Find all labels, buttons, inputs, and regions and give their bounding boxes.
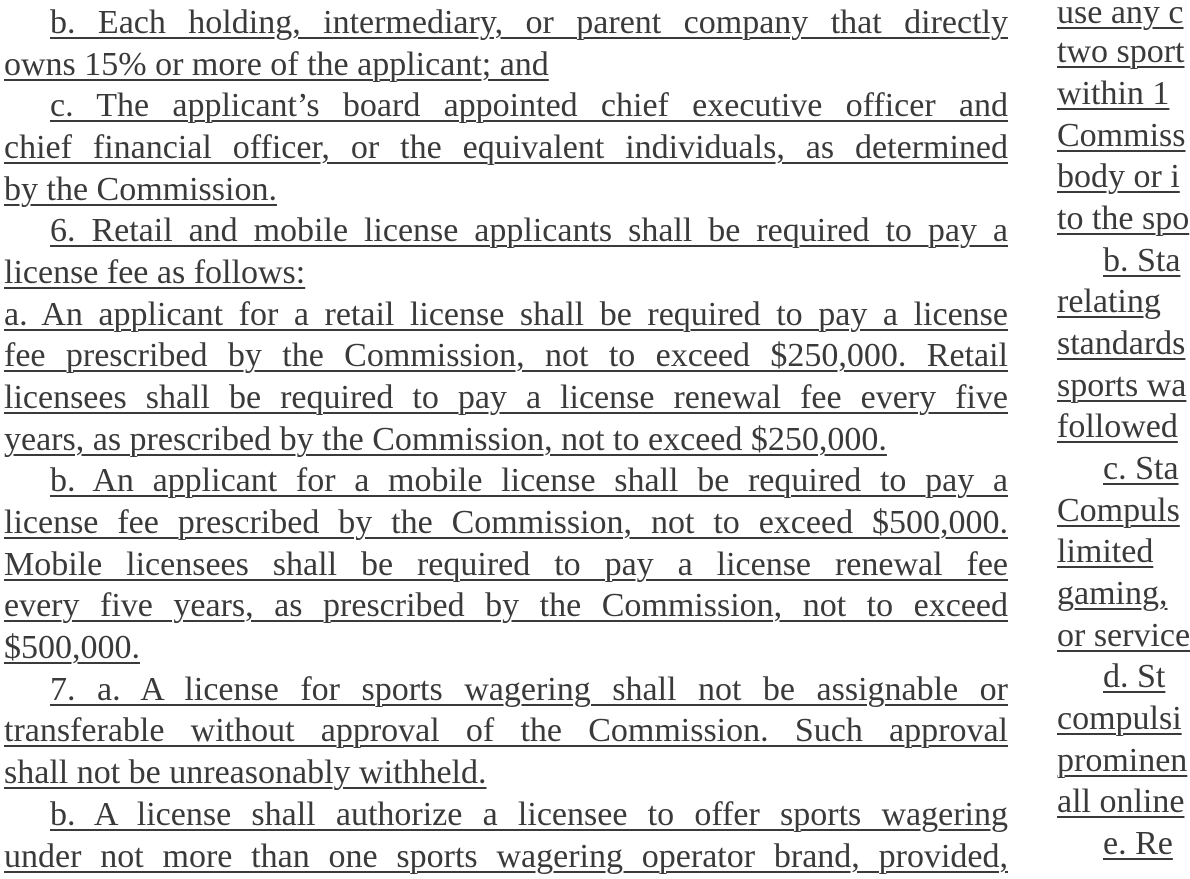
text-line: Compuls <box>1057 492 1180 529</box>
text-line: chief financial officer, or the equivalent individuals, as determined <box>4 129 1008 166</box>
text-line: license fee as follows: <box>4 254 306 291</box>
text-line: b. A license shall authorize a licensee to offer sports wagering <box>50 796 1008 833</box>
text-line: e. Re <box>1103 825 1173 862</box>
text-line: relating <box>1057 283 1161 320</box>
text-line: two sport <box>1057 33 1185 70</box>
text-line: by the Commission. <box>4 171 277 208</box>
text-line: licensees shall be required to pay a license renewal fee every five <box>4 379 1008 416</box>
text-line: Mobile licensees shall be required to pay a license renewal fee <box>4 546 1008 583</box>
text-line: fee prescribed by the Commission, not to exceed $250,000. Retail <box>4 337 1008 374</box>
text-line: b. An applicant for a mobile license shall be required to pay a <box>50 462 1008 499</box>
text-line: 6. Retail and mobile license applicants shall be required to pay a <box>50 212 1008 249</box>
text-line: within 1 <box>1057 75 1170 112</box>
text-line: d. St <box>1103 658 1166 695</box>
left-column <box>4 0 1008 879</box>
text-line: body or i <box>1057 158 1180 195</box>
text-line: $500,000. <box>4 629 140 666</box>
text-line: b. Each holding, intermediary, or parent company that directly <box>50 4 1008 41</box>
text-line: a. An applicant for a retail license shall be required to pay a license <box>4 296 1008 333</box>
text-line: use any c <box>1057 0 1184 31</box>
right-column <box>1057 0 1190 879</box>
text-line: every five years, as prescribed by the Commission, not to exceed <box>4 587 1008 624</box>
text-line: under not more than one sports wagering operator brand, provided, <box>4 838 1008 875</box>
text-line: to the spo <box>1057 200 1190 237</box>
text-line: gaming, <box>1057 575 1168 612</box>
text-line: limited <box>1057 533 1154 570</box>
text-line: compulsi <box>1057 700 1182 737</box>
text-line: c. The applicant’s board appointed chief executive officer and <box>50 87 1008 124</box>
text-line: 7. a. A license for sports wagering shall not be assignable or <box>50 671 1008 708</box>
text-line: transferable without approval of the Commission. Such approval <box>4 712 1008 749</box>
text-line: sports wa <box>1057 367 1187 404</box>
text-line: c. Sta <box>1103 450 1179 487</box>
text-line: all online <box>1057 783 1185 820</box>
text-line: license fee prescribed by the Commission, not to exceed $500,000. <box>4 504 1008 541</box>
text-line: prominen <box>1057 742 1188 779</box>
text-line: b. Sta <box>1103 242 1181 279</box>
text-line: or service <box>1057 617 1190 654</box>
text-line: Commiss <box>1057 117 1186 154</box>
text-line: shall not be unreasonably withheld. <box>4 754 487 791</box>
text-line: standards <box>1057 325 1186 362</box>
text-line: followed <box>1057 408 1178 445</box>
text-line: owns 15% or more of the applicant; and <box>4 46 549 83</box>
text-line: years, as prescribed by the Commission, not to exceed $250,000. <box>4 421 887 458</box>
